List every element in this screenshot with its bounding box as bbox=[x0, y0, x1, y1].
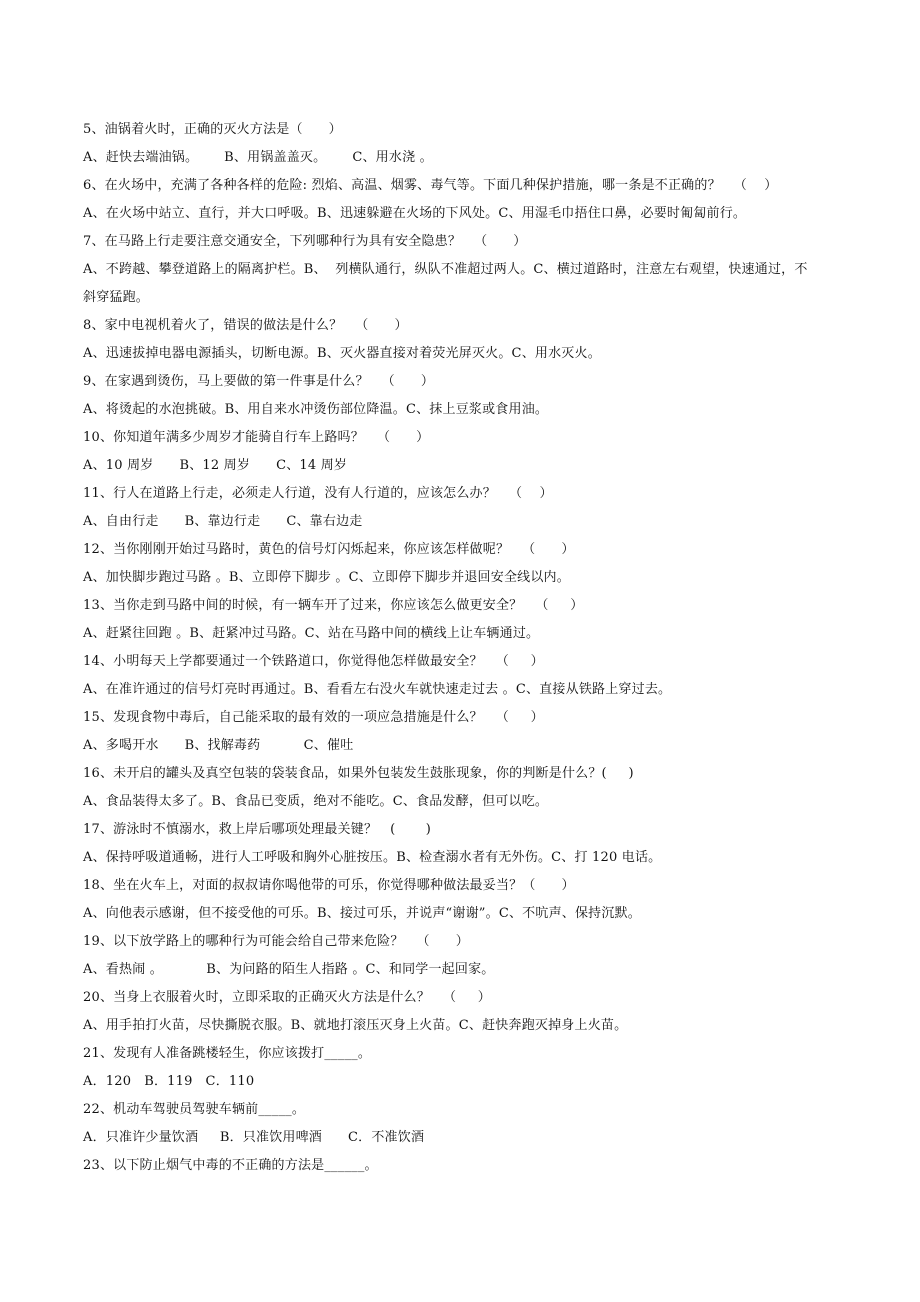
question-14: 14、小明每天上学都要通过一个铁路道口，你觉得他怎样做最安全？ （ ） bbox=[83, 654, 544, 669]
options-18: A、向他表示感谢，但不接受他的可乐。B、接过可乐，并说声“谢谢”。C、不吭声、保持沉默。 bbox=[83, 906, 641, 921]
options-7: A、不跨越、攀登道路上的隔离护栏。B、 列横队通行，纵队不准超过两人。C、横过道路时，注意左右观望，快速通过，不 bbox=[83, 262, 808, 277]
question-13: 13、当你走到马路中间的时候，有一辆车开了过来，你应该怎么做更安全？ （ ） bbox=[83, 598, 584, 613]
question-19: 19、以下放学路上的哪种行为可能会给自己带来危险？ （ ） bbox=[83, 934, 469, 949]
question-11: 11、行人在道路上行走，必须走人行道，没有人行道的，应该怎么办？ （ ） bbox=[83, 486, 553, 501]
options-11: A、自由行走 B、靠边行走 C、靠右边走 bbox=[83, 514, 363, 529]
options-13: A、赶紧往回跑 。B、赶紧冲过马路。C、站在马路中间的横线上让车辆通过。 bbox=[83, 626, 540, 641]
options-17: A、保持呼吸道通畅，进行人工呼吸和胸外心脏按压。B、检查溺水者有无外伤。C、打 120 电话。 bbox=[83, 850, 662, 865]
question-6: 6、在火场中，充满了各种各样的危险: 烈焰、高温、烟雾、毒气等。下面几种保护措施，哪一条是不正确的？ （ ） bbox=[83, 178, 778, 193]
options-20: A、用手拍打火苗，尽快撕脱衣服。B、就地打滚压灭身上火苗。C、赶快奔跑灭掉身上火苗。 bbox=[83, 1018, 628, 1033]
options-14: A、在准许通过的信号灯亮时再通过。B、看看左右没火车就快速走过去 。C、直接从铁路上穿过去。 bbox=[83, 682, 672, 697]
options-9: A、将烫起的水泡挑破。B、用自来水冲烫伤部位降温。C、抹上豆浆或食用油。 bbox=[83, 402, 549, 417]
question-18: 18、坐在火车上，对面的叔叔请你喝他带的可乐，你觉得哪种做法最妥当？（ ） bbox=[83, 878, 575, 893]
options-5: A、赶快去端油锅。 B、用锅盖盖灭。 C、用水浇 。 bbox=[83, 150, 433, 165]
options-12: A、加快脚步跑过马路 。B、立即停下脚步 。C、立即停下脚步并退回安全线以内。 bbox=[83, 570, 570, 585]
question-22: 22、机动车驾驶员驾驶车辆前_____。 bbox=[83, 1102, 306, 1117]
question-20: 20、当身上衣服着火时，立即采取的正确灭火方法是什么？ （ ） bbox=[83, 990, 492, 1005]
question-10: 10、你知道年满多少周岁才能骑自行车上路吗？ （ ） bbox=[83, 430, 430, 445]
options-6: A、在火场中站立、直行，并大口呼吸。B、迅速躲避在火场的下风处。C、用湿毛巾捂住口鼻，必要时匍匐前行。 bbox=[83, 206, 747, 221]
options-7-continued: 斜穿猛跑。 bbox=[83, 290, 150, 305]
question-5: 5、油锅着火时，正确的灭火方法是（ ） bbox=[83, 122, 342, 137]
question-8: 8、家中电视机着火了，错误的做法是什么？ （ ） bbox=[83, 318, 408, 333]
question-17: 17、游泳时不慎溺水，救上岸后哪项处理最关键？ ( ) bbox=[83, 822, 432, 837]
options-19: A、看热闹 。 B、为问路的陌生人指路 。C、和同学一起回家。 bbox=[83, 962, 495, 977]
options-8: A、迅速拔掉电器电源插头，切断电源。B、灭火器直接对着荧光屏灭火。C、用水灭火。 bbox=[83, 346, 601, 361]
question-21: 21、发现有人准备跳楼轻生，你应该拨打_____。 bbox=[83, 1046, 372, 1061]
options-10: A、10 周岁 B、12 周岁 C、14 周岁 bbox=[83, 458, 348, 473]
document-page bbox=[83, 116, 843, 1180]
question-12: 12、当你刚刚开始过马路时，黄色的信号灯闪烁起来，你应该怎样做呢？ （ ） bbox=[83, 542, 575, 557]
options-16: A、食品装得太多了。B、食品已变质，绝对不能吃。C、食品发酵，但可以吃。 bbox=[83, 794, 549, 809]
question-9: 9、在家遇到烫伤，马上要做的第一件事是什么？ （ ） bbox=[83, 374, 435, 389]
options-22: A．只准许少量饮酒 B．只准饮用啤酒 C．不准饮酒 bbox=[83, 1130, 425, 1145]
options-21: A．120 B．119 C．110 bbox=[83, 1074, 255, 1089]
question-23: 23、以下防止烟气中毒的不正确的方法是______。 bbox=[83, 1158, 378, 1173]
question-16: 16、未开启的罐头及真空包装的袋装食品，如果外包装发生鼓胀现象，你的判断是什么？( ) bbox=[83, 766, 634, 781]
options-15: A、多喝开水 B、找解毒药 C、催吐 bbox=[83, 738, 354, 753]
question-15: 15、发现食物中毒后，自己能采取的最有效的一项应急措施是什么？ （ ） bbox=[83, 710, 544, 725]
question-7: 7、在马路上行走要注意交通安全，下列哪种行为具有安全隐患？ （ ） bbox=[83, 234, 527, 249]
